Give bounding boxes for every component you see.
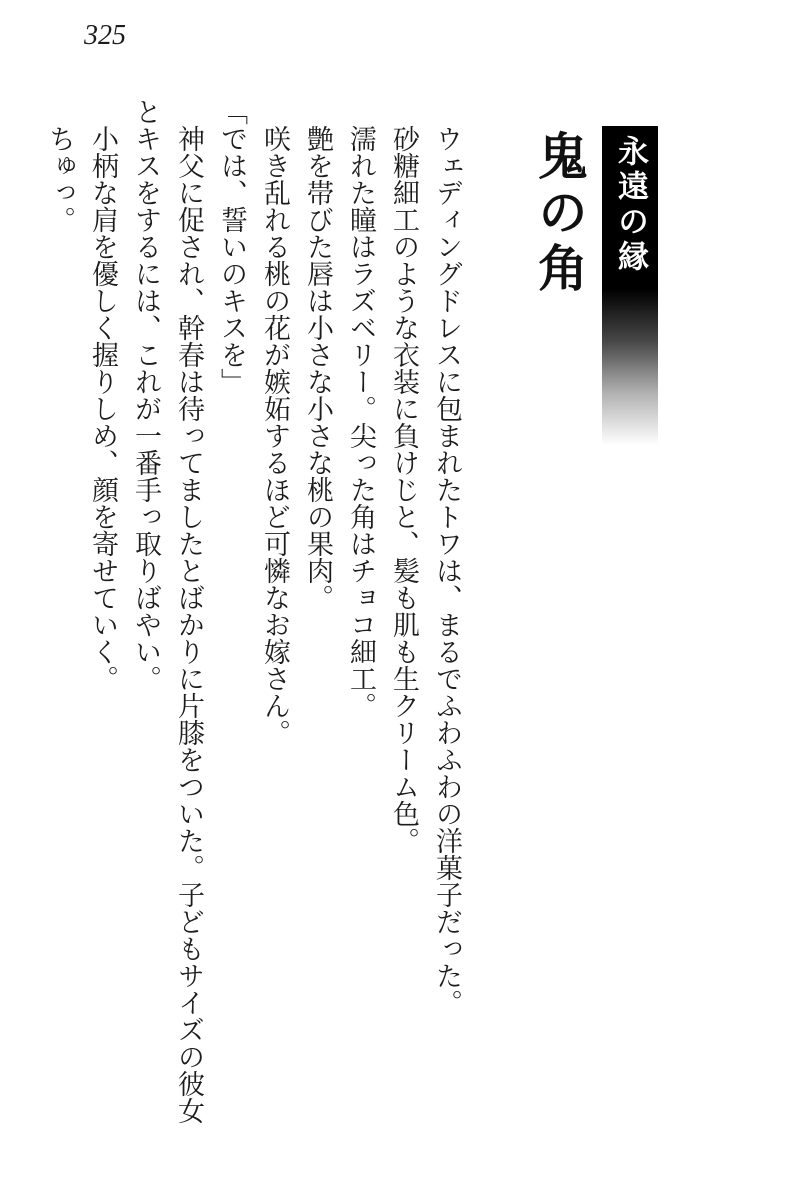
paragraph: ちゅっ。 (44, 98, 75, 233)
paragraph: 咲き乱れる桃の花が嫉妬するほど可憐なお嫁さん。 (259, 98, 290, 746)
paragraph: 小柄な肩を優しく握りしめ、顔を寄せていく。 (87, 98, 118, 692)
paragraph: 砂糖細工のような衣装に負けじと、髪も肌も生クリーム色。 (388, 98, 419, 854)
page-number: 325 (84, 20, 126, 51)
paragraph: 神父に促され、幹春は待ってましたとばかりに片膝をついた。子どもサイズの彼女とキスをするには、これが一番手っ取りばやい。 (130, 98, 204, 1124)
section-banner (602, 126, 658, 452)
chapter-title: 鬼の角 (530, 130, 589, 298)
paragraph: ウェディングドレスに包まれたトワは、まるでふわふわの洋菓子だった。 (431, 98, 462, 1016)
paragraph: 艶を帯びた唇は小さな小さな桃の果肉。 (302, 98, 333, 611)
paragraph-dialogue: 「では、誓いのキスを」 (216, 98, 247, 395)
section-banner-title: 永遠の縁 (612, 135, 648, 275)
body-text (38, 98, 468, 1128)
paragraph: 濡れた瞳はラズベリー。尖った角はチョコ細工。 (345, 98, 376, 719)
